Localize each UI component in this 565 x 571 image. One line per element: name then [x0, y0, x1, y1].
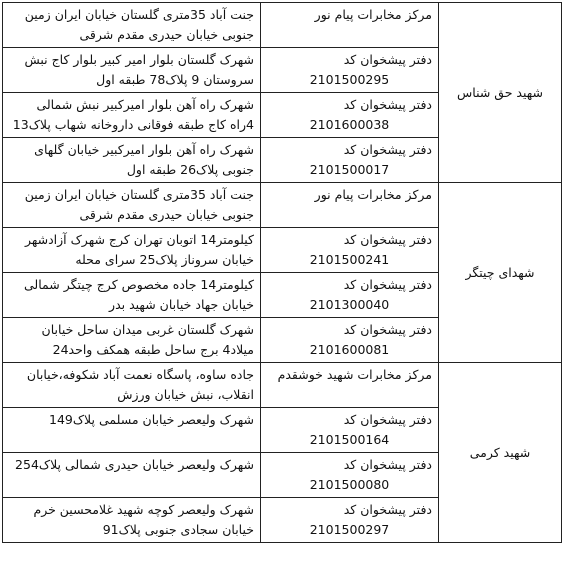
address-cell: شهرک راه آهن بلوار امیرکبیر خیابان گلهای جنوبی پلاک26 طبقه اول: [3, 138, 261, 183]
office-name: دفتر پیشخوان کد: [343, 232, 432, 247]
address-cell: شهرک گلستان بلوار امیر کبیر بلوار کاج نبش سروستان 9 پلاک78 طبقه اول: [3, 48, 261, 93]
office-code: 2101500295: [309, 72, 390, 87]
office-code: 2101600038: [309, 117, 390, 132]
office-name: مرکز مخابرات پیام نور: [314, 187, 432, 202]
office-name: مرکز مخابرات پیام نور: [314, 7, 432, 22]
office-name: دفتر پیشخوان کد: [343, 457, 432, 472]
district-cell: شهید حق شناس: [439, 3, 562, 183]
offices-table: [2, 2, 562, 543]
office-cell: [261, 273, 439, 318]
office-cell: [261, 183, 439, 228]
office-code: 2101300040: [309, 297, 390, 312]
office-cell: [261, 363, 439, 408]
office-cell: [261, 453, 439, 498]
address-cell: جنت آباد 35متری گلستان خیابان ایران زمین جنوبی خیابان حیدری مقدم شرقی: [3, 183, 261, 228]
office-cell: [261, 48, 439, 93]
office-code: 2101500297: [309, 522, 390, 537]
office-code: 2101500017: [309, 162, 390, 177]
address-cell: کیلومتر14 جاده مخصوص کرج چیتگر شمالی خیابان جهاد خیابان شهید بدر: [3, 273, 261, 318]
address-cell: جنت آباد 35متری گلستان خیابان ایران زمین جنوبی خیابان حیدری مقدم شرقی: [3, 3, 261, 48]
office-code: 2101500241: [309, 252, 390, 267]
address-cell: شهرک راه آهن بلوار امیرکبیر نبش شمالی 4راه کاج طبقه فوقانی داروخانه شهاب پلاک13: [3, 93, 261, 138]
office-name: دفتر پیشخوان کد: [343, 502, 432, 517]
office-name: دفتر پیشخوان کد: [343, 97, 432, 112]
table-row: [3, 3, 562, 48]
address-cell: شهرک ولیعصر خیابان حیدری شمالی پلاک254: [3, 453, 261, 498]
district-cell: شهدای چیتگر: [439, 183, 562, 363]
office-code: 2101600081: [309, 342, 390, 357]
office-cell: [261, 93, 439, 138]
table-row: [3, 363, 562, 408]
address-cell: شهرک ولیعصر خیابان مسلمی پلاک149: [3, 408, 261, 453]
offices-table-body: [3, 3, 562, 543]
office-name: مرکز مخابرات شهید خوشقدم: [277, 367, 432, 382]
office-cell: [261, 318, 439, 363]
office-code: 2101500164: [309, 432, 390, 447]
district-cell: شهید کرمی: [439, 363, 562, 543]
office-name: دفتر پیشخوان کد: [343, 52, 432, 67]
address-cell: جاده ساوه، پاسگاه نعمت آباد شکوفه،خیابان انقلاب، نبش خیابان ورزش: [3, 363, 261, 408]
office-cell: [261, 138, 439, 183]
table-row: [3, 183, 562, 228]
office-cell: [261, 228, 439, 273]
office-name: دفتر پیشخوان کد: [343, 322, 432, 337]
office-cell: [261, 3, 439, 48]
address-cell: شهرک ولیعصر کوچه شهید غلامحسین خرم خیابان سجادی جنوبی پلاک91: [3, 498, 261, 543]
office-name: دفتر پیشخوان کد: [343, 277, 432, 292]
office-cell: [261, 498, 439, 543]
address-cell: شهرک گلستان غربی میدان ساحل خیابان میلاد4 برج ساحل طبقه همکف واحد24: [3, 318, 261, 363]
office-cell: [261, 408, 439, 453]
address-cell: کیلومتر14 اتوبان تهران کرج شهرک آزادشهر خیابان سروناز پلاک25 سرای محله: [3, 228, 261, 273]
office-name: دفتر پیشخوان کد: [343, 412, 432, 427]
office-name: دفتر پیشخوان کد: [343, 142, 432, 157]
office-code: 2101500080: [309, 477, 390, 492]
